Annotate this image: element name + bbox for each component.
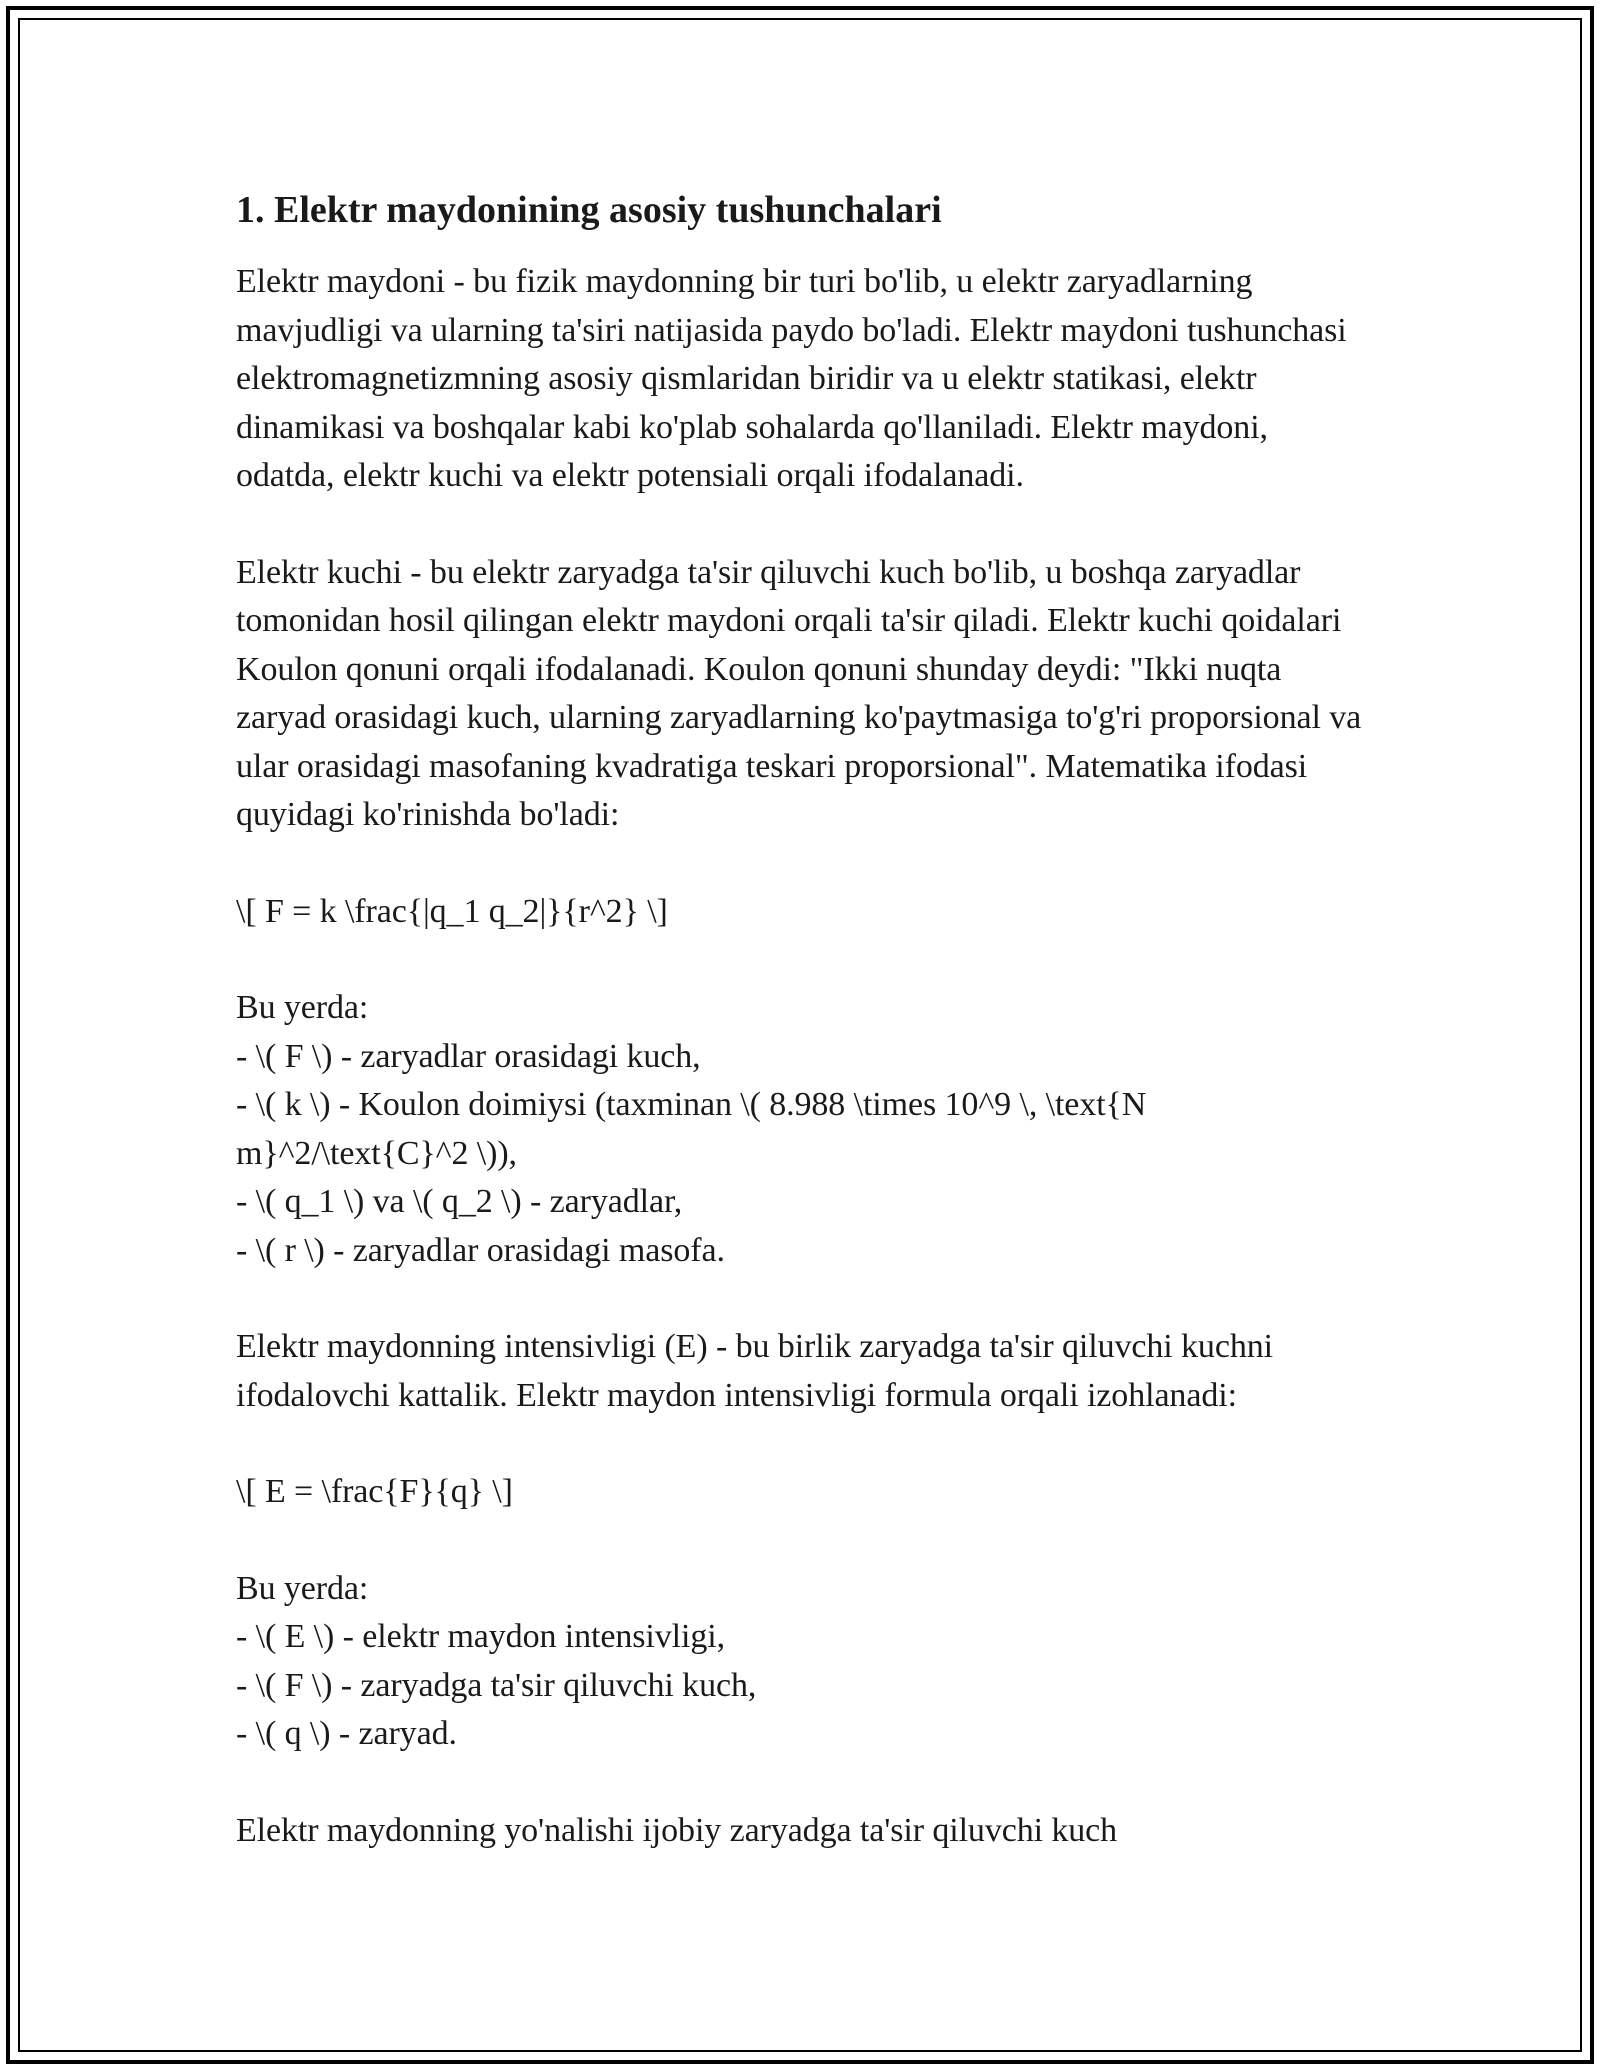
paragraph-spacer <box>236 1759 1366 1807</box>
formula-intensity: \[ E = \frac{F}{q} \] <box>236 1473 513 1510</box>
paragraph-electric-field-definition: Elektr maydoni - bu fizik maydonning bir turi bo'lib, u elektr zaryadlarning mavjudligi va ularning ta'siri natijasida paydo bo'ladi. Elektr maydoni tushunchasi elektromagnetizmning asosiy qismlaridan biridir va u elektr statikasi, elektr dinamikasi va boshqalar kabi ko'plab sohalarda qo'llaniladi. Elektr maydoni, odatda, elektr kuchi va elektr potensiali orqali ifodalanadi. <box>236 263 1356 494</box>
paragraph-field-direction: Elektr maydonning yo'nalishi ijobiy zaryadga ta'sir qiluvchi kuch <box>236 1811 1118 1849</box>
paragraph-spacer <box>236 1275 1366 1323</box>
paragraph-spacer <box>236 501 1366 549</box>
formula-coulomb: \[ F = k \frac{|q_1 q_2|}{r^2} \] <box>236 892 668 930</box>
paragraph-coulomb-law: Elektr kuchi - bu elektr zaryadga ta'sir qiluvchi kuch bo'lib, u boshqa zaryadlar tomonidan hosil qilingan elektr maydoni orqali ta'sir qiladi. Elektr kuchi qoidalari Koulon qonuni orqali ifodalanadi. Koulon qonuni shunday deydi: "Ikki nuqta zaryad orasidagi kuch, ularning zaryadlarning ko'paytmasiga to'g'ri proporsional va ular orasidagi masofaning kvadratiga teskari proporsional". Matematika ifodasi quyidagi ko'rinishda bo'ladi: <box>236 553 1370 833</box>
variable-list-intensity: Bu yerda: - \( E \) - elektr maydon intensivligi, - \( F \) - zaryadga ta'sir qiluvchi kuch, - \( q \) - zaryad. <box>236 1569 757 1752</box>
document-body <box>236 186 1370 1855</box>
section-heading: 1. Elektr maydonining asosiy tushunchalari <box>236 189 942 231</box>
paragraph-field-intensity: Elektr maydonning intensivligi (E) - bu birlik zaryadga ta'sir qiluvchi kuchni ifodalovchi kattalik. Elektr maydon intensivligi formula orqali izohlanadi: <box>236 1328 1282 1414</box>
paragraph-spacer <box>236 1517 1366 1565</box>
paragraph-spacer <box>236 936 1366 984</box>
paragraph-spacer <box>236 840 1366 888</box>
paragraph-spacer <box>236 1420 1366 1468</box>
variable-list-coulomb: Bu yerda: - \( F \) - zaryadlar orasidagi kuch, - \( k \) - Koulon doimiysi (taxminan \( 8.988 \times 10^9 \, \text{N m}^2/\text{C}^2 \)), - \( q_1 \) va \( q_2 \) - zaryadlar, - \( r \) - zaryadlar orasidagi masofa. <box>236 989 1147 1269</box>
